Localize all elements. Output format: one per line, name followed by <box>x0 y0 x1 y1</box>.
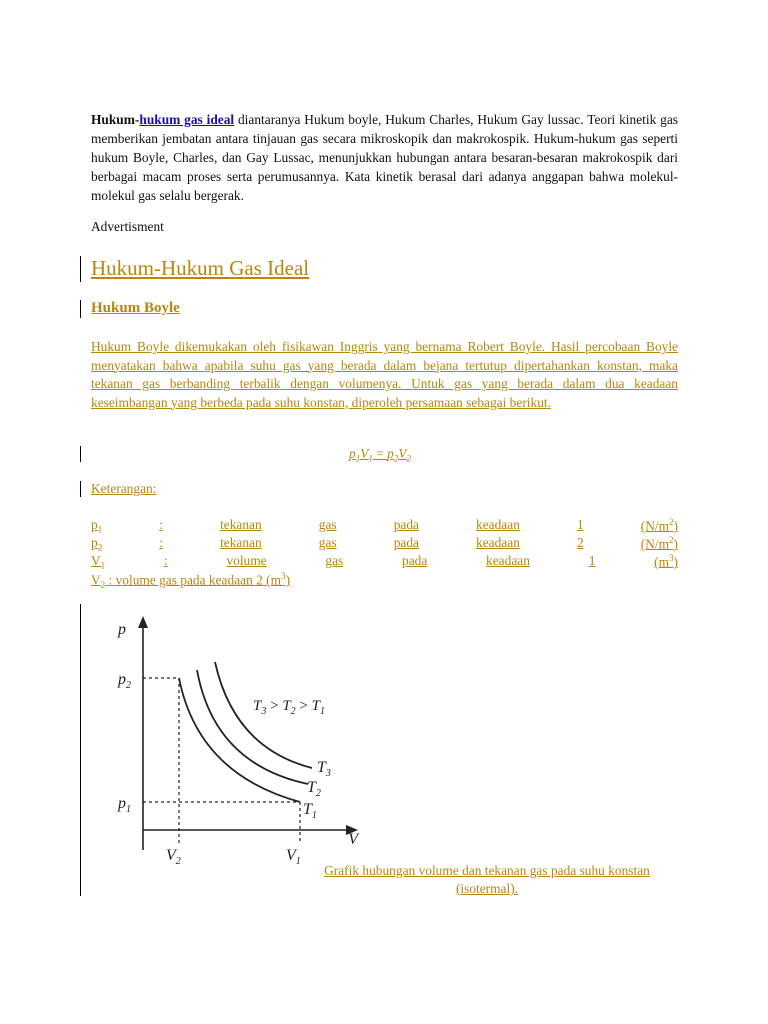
formula-v2: V <box>398 446 407 461</box>
legend-word: gas <box>318 535 337 550</box>
legend-row-p2[interactable] <box>91 535 678 553</box>
temperature-relation: $T_3 > T_2 > T_1$ <box>253 698 325 717</box>
legend-word: gas <box>318 517 337 532</box>
legend-unit: $(N/m^2)$ <box>640 517 678 534</box>
tick-label-p2: $p_2$ <box>118 671 131 691</box>
legend-unit: $(m^3)$ <box>654 553 678 570</box>
legend-symbol: $p_1$ <box>91 517 103 535</box>
legend-unit: $(N/m^2)$ <box>640 535 678 552</box>
intro-text: diantaranya Hukum boyle, Hukum Charles, Hukum Gay lussac. Teori kinetik gas memberikan jembatan antara tinjauan gas secara mikroskopik dan makrokospik. Hukum-hukum gas seperti hukum Boyle, Charles, dan Gay Lussac, menunjukkan hubungan antara besaran-besaran makrokospik dari berbagai macam proses serta perumusannya. Kata kinetik berasal dari adanya anggapan bahwa molekul-molekul gas selalu bergerak. <box>91 112 678 203</box>
isotherm-t2 <box>197 670 308 784</box>
legend-word: tekanan <box>220 535 262 550</box>
margin-bar <box>80 300 81 318</box>
legend-word: keadaan <box>476 517 520 532</box>
isotherm-t1 <box>179 678 300 802</box>
axis-label-v: V <box>348 831 358 848</box>
intro-paragraph <box>91 110 678 205</box>
legend-colon: : <box>159 535 163 550</box>
legend-word: tekanan <box>220 517 262 532</box>
subsection-title[interactable]: Hukum Boyle <box>91 300 180 316</box>
legend-symbol: $V_1$ <box>91 553 106 571</box>
p-axis-arrow-icon <box>138 616 148 628</box>
tick-label-v1: $V_1$ <box>286 847 301 867</box>
axis-label-p: p <box>118 621 126 638</box>
margin-bar <box>80 481 81 497</box>
legend-word: 2 <box>576 535 584 550</box>
margin-bar <box>80 256 81 282</box>
intro-bold-lead: Hukum- <box>91 112 140 127</box>
legend-word: pada <box>402 553 428 568</box>
keterangan-label[interactable]: Keterangan: <box>91 481 157 496</box>
advertisment-label: Advertisment <box>91 219 164 234</box>
legend-colon: : <box>159 517 163 532</box>
margin-bar <box>80 604 81 896</box>
section-title[interactable]: Hukum-Hukum Gas Ideal <box>91 256 310 280</box>
legend-word: 1 <box>588 553 596 568</box>
legend-word: pada <box>393 517 419 532</box>
hukum-gas-ideal-link[interactable]: hukum gas ideal <box>139 112 235 127</box>
margin-bar <box>80 446 81 462</box>
isotherm-figure <box>110 612 360 872</box>
formula-v1-sub: 1 <box>368 453 373 464</box>
legend-colon: : <box>163 553 168 568</box>
tick-label-p1: $p_1$ <box>118 795 131 815</box>
boyle-paragraph[interactable]: Hukum Boyle dikemukakan oleh fisikawan Inggris yang bernama Robert Boyle. Hasil percobaan Boyle menyatakan bahwa apabila suhu gas yang berada dalam bejana tertutup dipertahankan konstan, maka tekanan gas berbanding terbalik dengan volumenya. Untuk gas yang berada dalam dua keadaan keseimbangan yang berbeda pada suhu konstan, diperoleh persamaan sebagai berikut. <box>91 339 678 410</box>
figure-caption[interactable]: Grafik hubungan volume dan tekanan gas pada suhu konstan (isotermal). <box>324 863 650 896</box>
legend-symbol: $p_2$ <box>91 535 103 553</box>
legend-row-v1[interactable] <box>91 553 678 571</box>
legend-word: volume <box>226 553 267 568</box>
curve-label-t1: $T_1$ <box>303 801 317 821</box>
legend-last: $V_2$ : volume gas pada keadaan 2 $(m^3)$ <box>91 571 291 591</box>
legend-word: gas <box>325 553 344 568</box>
curve-label-t3: $T_3$ <box>317 759 331 779</box>
legend-word: keadaan <box>486 553 530 568</box>
formula-equals: = <box>372 446 388 461</box>
formula-p1: p <box>349 446 356 461</box>
legend-word: pada <box>393 535 419 550</box>
formula-p2-sub: 2 <box>393 453 399 464</box>
formula-v2-sub: 2 <box>406 453 412 464</box>
legend-row-v2[interactable] <box>91 571 678 590</box>
curve-label-t2: $T_2$ <box>307 779 321 799</box>
legend-word: keadaan <box>476 535 520 550</box>
formula-p2: p <box>387 446 394 461</box>
formula-v1: V <box>360 446 369 461</box>
tick-label-v2: $V_2$ <box>166 847 181 867</box>
formula-p1-sub: 1 <box>355 453 361 464</box>
legend-word: 1 <box>576 517 584 532</box>
boyle-formula[interactable] <box>349 446 411 464</box>
legend-row-p1[interactable] <box>91 517 678 535</box>
